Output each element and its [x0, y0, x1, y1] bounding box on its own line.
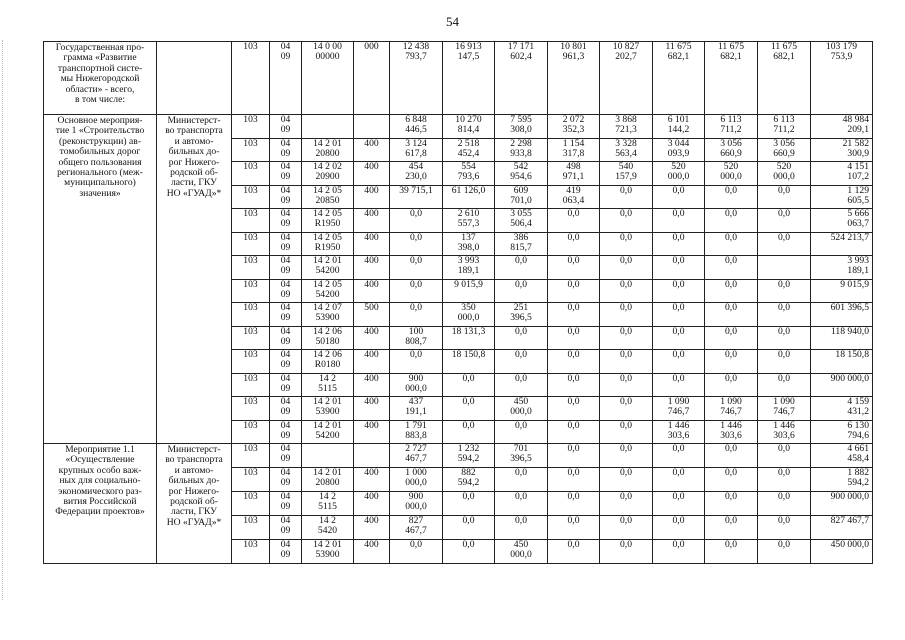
value-cell: 0,0 — [600, 492, 653, 516]
value-cell: 3 124 617,8 — [390, 138, 443, 162]
value-cell: 12 438 793,7 — [390, 42, 443, 115]
value-cell: 0,0 — [443, 420, 495, 444]
csr-cell: 14 2 05 R1950 — [302, 209, 354, 233]
value-cell: 0,0 — [443, 373, 495, 397]
value-cell: 419 063,4 — [548, 185, 600, 209]
value-cell: 0,0 — [600, 256, 653, 280]
total-cell: 1 882 594,2 — [811, 468, 873, 492]
value-cell: 0,0 — [600, 232, 653, 256]
rzpr-cell: 04 09 — [270, 279, 302, 303]
csr-cell: 14 2 5115 — [302, 492, 354, 516]
value-cell: 0,0 — [600, 303, 653, 327]
value-cell: 1 446 303,6 — [758, 420, 811, 444]
total-cell: 3 993 189,1 — [811, 256, 873, 280]
grbs-cell: 103 — [232, 468, 270, 492]
value-cell: 10 270 814,4 — [443, 115, 495, 139]
value-cell: 0,0 — [390, 279, 443, 303]
value-cell: 437 191,1 — [390, 397, 443, 421]
value-cell: 0,0 — [495, 420, 548, 444]
value-cell: 0,0 — [600, 350, 653, 374]
value-cell: 0,0 — [548, 492, 600, 516]
value-cell: 0,0 — [600, 397, 653, 421]
value-cell: 542 954,6 — [495, 162, 548, 186]
binding-margin — [2, 40, 5, 600]
value-cell: 0,0 — [495, 516, 548, 540]
csr-cell: 14 2 5420 — [302, 516, 354, 540]
value-cell: 0,0 — [548, 540, 600, 564]
vr-cell: 400 — [354, 185, 390, 209]
value-cell: 0,0 — [600, 279, 653, 303]
vr-cell: 000 — [354, 42, 390, 115]
value-cell: 3 328 563,4 — [600, 138, 653, 162]
value-cell: 6 113 711,2 — [705, 115, 758, 139]
value-cell: 0,0 — [653, 326, 705, 350]
value-cell: 100 808,7 — [390, 326, 443, 350]
value-cell: 0,0 — [600, 444, 653, 468]
value-cell: 1 232 594,2 — [443, 444, 495, 468]
value-cell: 0,0 — [548, 373, 600, 397]
total-cell: 601 396,5 — [811, 303, 873, 327]
grbs-cell: 103 — [232, 303, 270, 327]
value-cell: 0,0 — [758, 279, 811, 303]
grbs-cell: 103 — [232, 209, 270, 233]
value-cell: 3 993 189,1 — [443, 256, 495, 280]
rzpr-cell: 04 09 — [270, 516, 302, 540]
total-cell: 900 000,0 — [811, 373, 873, 397]
value-cell: 1 791 883,8 — [390, 420, 443, 444]
value-cell: 0,0 — [495, 279, 548, 303]
value-cell: 0,0 — [600, 468, 653, 492]
block2-name: Мероприятие 1.1 «Осуществление крупных особо важ- ных для социально- экономического раз- вития Российской Федерации проектов» — [44, 444, 157, 564]
grbs-cell: 103 — [232, 326, 270, 350]
rzpr-cell: 04 09 — [270, 492, 302, 516]
value-cell: 11 675 682,1 — [653, 42, 705, 115]
rzpr-cell: 04 09 — [270, 115, 302, 139]
value-cell: 0,0 — [653, 185, 705, 209]
rzpr-cell: 04 09 — [270, 185, 302, 209]
vr-cell: 400 — [354, 162, 390, 186]
total-cell: 524 213,7 — [811, 232, 873, 256]
value-cell: 18 150,8 — [443, 350, 495, 374]
value-cell: 17 171 602,4 — [495, 42, 548, 115]
value-cell: 450 000,0 — [495, 397, 548, 421]
rzpr-cell: 04 09 — [270, 232, 302, 256]
value-cell: 1 090 746,7 — [758, 397, 811, 421]
value-cell: 0,0 — [705, 256, 758, 280]
value-cell: 6 113 711,2 — [758, 115, 811, 139]
program-executor — [157, 42, 232, 115]
csr-cell: 14 2 01 53900 — [302, 397, 354, 421]
value-cell: 137 398,0 — [443, 232, 495, 256]
value-cell: 0,0 — [548, 350, 600, 374]
grbs-cell: 103 — [232, 185, 270, 209]
rzpr-cell: 04 09 — [270, 326, 302, 350]
rzpr-cell: 04 09 — [270, 256, 302, 280]
value-cell: 0,0 — [548, 256, 600, 280]
value-cell: 1 000 000,0 — [390, 468, 443, 492]
total-cell: 18 150,8 — [811, 350, 873, 374]
value-cell: 827 467,7 — [390, 516, 443, 540]
total-cell: 1 129 605,5 — [811, 185, 873, 209]
value-cell: 11 675 682,1 — [758, 42, 811, 115]
vr-cell: 400 — [354, 492, 390, 516]
value-cell: 0,0 — [495, 468, 548, 492]
value-cell: 520 000,0 — [705, 162, 758, 186]
value-cell: 0,0 — [705, 492, 758, 516]
csr-cell: 14 2 01 54200 — [302, 420, 354, 444]
block1-name: Основное мероприя- тие 1 «Строительство (реконструкции) ав- томобильных дорог общего пользования регионального (меж- муниципального) значения» — [44, 115, 157, 444]
value-cell — [758, 256, 811, 280]
value-cell: 0,0 — [653, 540, 705, 564]
value-cell: 0,0 — [653, 492, 705, 516]
value-cell: 7 595 308,0 — [495, 115, 548, 139]
grbs-cell: 103 — [232, 492, 270, 516]
value-cell: 0,0 — [600, 326, 653, 350]
value-cell: 0,0 — [705, 373, 758, 397]
value-cell: 0,0 — [548, 397, 600, 421]
value-cell: 0,0 — [758, 373, 811, 397]
value-cell: 0,0 — [600, 209, 653, 233]
vr-cell — [354, 115, 390, 139]
vr-cell: 500 — [354, 303, 390, 327]
value-cell: 0,0 — [705, 350, 758, 374]
value-cell: 0,0 — [390, 540, 443, 564]
value-cell: 10 801 961,3 — [548, 42, 600, 115]
grbs-cell: 103 — [232, 540, 270, 564]
value-cell: 0,0 — [758, 540, 811, 564]
value-cell: 1 154 317,8 — [548, 138, 600, 162]
csr-cell: 14 0 00 00000 — [302, 42, 354, 115]
value-cell: 0,0 — [548, 279, 600, 303]
value-cell: 0,0 — [705, 279, 758, 303]
grbs-cell: 103 — [232, 279, 270, 303]
grbs-cell: 103 — [232, 42, 270, 115]
value-cell: 386 815,7 — [495, 232, 548, 256]
value-cell: 61 126,0 — [443, 185, 495, 209]
csr-cell: 14 2 5115 — [302, 373, 354, 397]
total-cell: 900 000,0 — [811, 492, 873, 516]
value-cell: 0,0 — [495, 492, 548, 516]
csr-cell: 14 2 01 53900 — [302, 540, 354, 564]
value-cell: 900 000,0 — [390, 492, 443, 516]
value-cell: 3 056 660,9 — [705, 138, 758, 162]
total-cell: 827 467,7 — [811, 516, 873, 540]
value-cell: 0,0 — [390, 350, 443, 374]
value-cell: 520 000,0 — [653, 162, 705, 186]
value-cell: 39 715,1 — [390, 185, 443, 209]
value-cell: 0,0 — [390, 209, 443, 233]
value-cell: 0,0 — [758, 468, 811, 492]
value-cell: 0,0 — [548, 209, 600, 233]
value-cell: 540 157,9 — [600, 162, 653, 186]
value-cell: 882 594,2 — [443, 468, 495, 492]
value-cell: 0,0 — [548, 516, 600, 540]
value-cell: 0,0 — [705, 516, 758, 540]
value-cell: 2 072 352,3 — [548, 115, 600, 139]
value-cell: 900 000,0 — [390, 373, 443, 397]
value-cell: 0,0 — [705, 185, 758, 209]
value-cell: 0,0 — [653, 444, 705, 468]
value-cell: 0,0 — [705, 468, 758, 492]
value-cell: 0,0 — [758, 232, 811, 256]
grbs-cell: 103 — [232, 256, 270, 280]
value-cell: 0,0 — [495, 326, 548, 350]
vr-cell: 400 — [354, 138, 390, 162]
total-cell: 118 940,0 — [811, 326, 873, 350]
total-cell: 4 151 107,2 — [811, 162, 873, 186]
vr-cell: 400 — [354, 232, 390, 256]
value-cell: 10 827 202,7 — [600, 42, 653, 115]
value-cell: 0,0 — [653, 516, 705, 540]
rzpr-cell: 04 09 — [270, 468, 302, 492]
value-cell: 0,0 — [495, 256, 548, 280]
value-cell: 0,0 — [548, 420, 600, 444]
value-cell: 0,0 — [653, 232, 705, 256]
grbs-cell: 103 — [232, 162, 270, 186]
value-cell: 0,0 — [443, 492, 495, 516]
value-cell: 0,0 — [705, 232, 758, 256]
rzpr-cell: 04 09 — [270, 209, 302, 233]
value-cell: 0,0 — [705, 303, 758, 327]
csr-cell: 14 2 05 R1950 — [302, 232, 354, 256]
value-cell: 2 298 933,8 — [495, 138, 548, 162]
block2-executor: Министерст- во транспорта и автомо- бильных до- рог Нижего- родской об- ласти, ГКУ НО «ГУАД»* — [157, 444, 232, 564]
table-row — [44, 115, 873, 139]
grbs-cell: 103 — [232, 350, 270, 374]
total-cell: 5 666 063,7 — [811, 209, 873, 233]
vr-cell: 400 — [354, 350, 390, 374]
csr-cell: 14 2 05 20850 — [302, 185, 354, 209]
value-cell: 0,0 — [653, 209, 705, 233]
value-cell: 0,0 — [758, 303, 811, 327]
rzpr-cell: 04 09 — [270, 444, 302, 468]
value-cell: 554 793,6 — [443, 162, 495, 186]
vr-cell — [354, 444, 390, 468]
vr-cell: 400 — [354, 373, 390, 397]
value-cell: 0,0 — [758, 209, 811, 233]
vr-cell: 400 — [354, 420, 390, 444]
value-cell: 3 868 721,3 — [600, 115, 653, 139]
value-cell: 11 675 682,1 — [705, 42, 758, 115]
value-cell: 0,0 — [705, 540, 758, 564]
rzpr-cell: 04 09 — [270, 397, 302, 421]
value-cell: 6 101 144,2 — [653, 115, 705, 139]
rzpr-cell: 04 09 — [270, 420, 302, 444]
value-cell: 609 701,0 — [495, 185, 548, 209]
value-cell: 0,0 — [600, 420, 653, 444]
csr-cell: 14 2 05 54200 — [302, 279, 354, 303]
budget-table — [43, 41, 873, 564]
total-cell: 450 000,0 — [811, 540, 873, 564]
value-cell: 3 044 093,9 — [653, 138, 705, 162]
value-cell: 3 056 660,9 — [758, 138, 811, 162]
rzpr-cell: 04 09 — [270, 303, 302, 327]
value-cell: 498 971,1 — [548, 162, 600, 186]
total-cell: 9 015,9 — [811, 279, 873, 303]
csr-cell — [302, 115, 354, 139]
total-cell: 4 159 431,2 — [811, 397, 873, 421]
value-cell: 520 000,0 — [758, 162, 811, 186]
value-cell: 0,0 — [600, 373, 653, 397]
csr-cell: 14 2 06 R0180 — [302, 350, 354, 374]
value-cell: 0,0 — [600, 185, 653, 209]
value-cell: 0,0 — [653, 373, 705, 397]
grbs-cell: 103 — [232, 373, 270, 397]
value-cell: 251 396,5 — [495, 303, 548, 327]
program-name: Государственная про- грамма «Развитие транспортной систе- мы Нижегородской области» - всего, в том числе: — [44, 42, 157, 115]
vr-cell: 400 — [354, 326, 390, 350]
grbs-cell: 103 — [232, 138, 270, 162]
total-cell: 21 582 300,9 — [811, 138, 873, 162]
value-cell: 701 396,5 — [495, 444, 548, 468]
csr-cell: 14 2 06 50180 — [302, 326, 354, 350]
csr-cell: 14 2 01 20800 — [302, 468, 354, 492]
rzpr-cell: 04 09 — [270, 350, 302, 374]
value-cell: 1 090 746,7 — [653, 397, 705, 421]
table-row — [44, 42, 873, 115]
value-cell: 0,0 — [705, 326, 758, 350]
value-cell: 0,0 — [758, 350, 811, 374]
total-cell: 6 130 794,6 — [811, 420, 873, 444]
value-cell: 0,0 — [495, 373, 548, 397]
grbs-cell: 103 — [232, 115, 270, 139]
value-cell: 0,0 — [758, 516, 811, 540]
value-cell: 0,0 — [390, 303, 443, 327]
value-cell: 9 015,9 — [443, 279, 495, 303]
value-cell: 0,0 — [548, 303, 600, 327]
value-cell: 2 610 557,3 — [443, 209, 495, 233]
vr-cell: 400 — [354, 516, 390, 540]
value-cell: 0,0 — [758, 326, 811, 350]
value-cell: 0,0 — [548, 232, 600, 256]
value-cell: 0,0 — [653, 303, 705, 327]
rzpr-cell: 04 09 — [270, 138, 302, 162]
csr-cell: 14 2 07 53900 — [302, 303, 354, 327]
value-cell: 0,0 — [548, 468, 600, 492]
value-cell: 350 000,0 — [443, 303, 495, 327]
csr-cell: 14 2 01 20800 — [302, 138, 354, 162]
value-cell: 0,0 — [390, 232, 443, 256]
value-cell: 0,0 — [443, 540, 495, 564]
value-cell: 0,0 — [758, 444, 811, 468]
value-cell: 0,0 — [653, 350, 705, 374]
value-cell: 0,0 — [705, 444, 758, 468]
value-cell: 16 913 147,5 — [443, 42, 495, 115]
value-cell: 2 727 467,7 — [390, 444, 443, 468]
value-cell: 0,0 — [705, 209, 758, 233]
value-cell: 6 848 446,5 — [390, 115, 443, 139]
value-cell: 0,0 — [758, 492, 811, 516]
value-cell: 0,0 — [548, 326, 600, 350]
table-body — [44, 42, 873, 564]
rzpr-cell: 04 09 — [270, 42, 302, 115]
grbs-cell: 103 — [232, 516, 270, 540]
value-cell: 1 446 303,6 — [705, 420, 758, 444]
value-cell: 454 230,0 — [390, 162, 443, 186]
value-cell: 0,0 — [653, 256, 705, 280]
vr-cell: 400 — [354, 540, 390, 564]
csr-cell — [302, 444, 354, 468]
grbs-cell: 103 — [232, 444, 270, 468]
vr-cell: 400 — [354, 256, 390, 280]
value-cell: 0,0 — [443, 397, 495, 421]
value-cell: 3 055 506,4 — [495, 209, 548, 233]
value-cell: 0,0 — [600, 540, 653, 564]
table-row — [44, 444, 873, 468]
value-cell: 0,0 — [548, 444, 600, 468]
value-cell: 0,0 — [653, 468, 705, 492]
value-cell: 0,0 — [495, 350, 548, 374]
value-cell: 2 518 452,4 — [443, 138, 495, 162]
value-cell: 0,0 — [443, 516, 495, 540]
value-cell: 1 446 303,6 — [653, 420, 705, 444]
value-cell: 0,0 — [758, 185, 811, 209]
total-cell: 48 984 209,1 — [811, 115, 873, 139]
value-cell: 18 131,3 — [443, 326, 495, 350]
page-number: 54 — [446, 14, 459, 29]
grbs-cell: 103 — [232, 232, 270, 256]
rzpr-cell: 04 09 — [270, 540, 302, 564]
vr-cell: 400 — [354, 468, 390, 492]
vr-cell: 400 — [354, 209, 390, 233]
csr-cell: 14 2 01 54200 — [302, 256, 354, 280]
value-cell: 1 090 746,7 — [705, 397, 758, 421]
rzpr-cell: 04 09 — [270, 162, 302, 186]
rzpr-cell: 04 09 — [270, 373, 302, 397]
vr-cell: 400 — [354, 279, 390, 303]
value-cell: 0,0 — [653, 279, 705, 303]
value-cell: 0,0 — [390, 256, 443, 280]
value-cell: 450 000,0 — [495, 540, 548, 564]
total-cell: 4 661 458,4 — [811, 444, 873, 468]
block1-executor: Министерст- во транспорта и автомо- бильных до- рог Нижего- родской об- ласти, ГКУ НО «ГУАД»* — [157, 115, 232, 444]
vr-cell: 400 — [354, 397, 390, 421]
value-cell: 0,0 — [600, 516, 653, 540]
csr-cell: 14 2 02 20900 — [302, 162, 354, 186]
grbs-cell: 103 — [232, 420, 270, 444]
total-cell: 103 179 753,9 — [811, 42, 873, 115]
grbs-cell: 103 — [232, 397, 270, 421]
